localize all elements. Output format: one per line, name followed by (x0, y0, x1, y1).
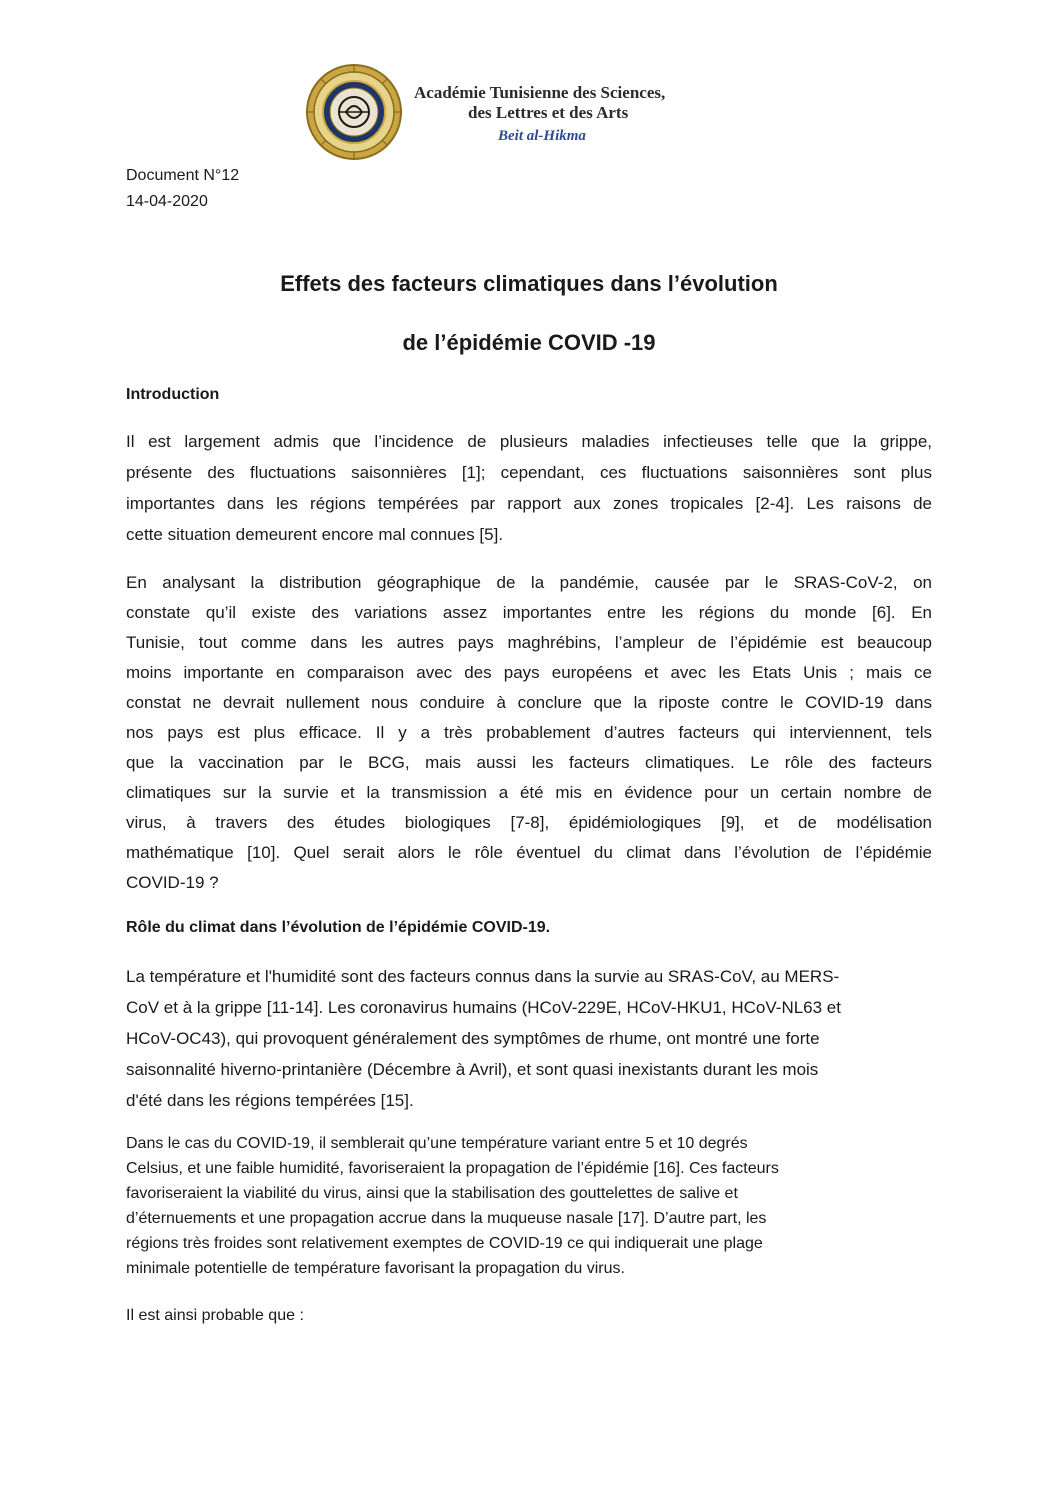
paragraph-line: COVID-19 ? (126, 873, 219, 892)
academy-subtitle: Beit al-Hikma (498, 128, 586, 144)
paragraph-line: virus, à travers des études biologiques [7-8], épidémiologiques [9], et de modélisation (126, 813, 932, 832)
paragraph-intro-1 (126, 426, 932, 550)
paragraph-line: cette situation demeurent encore mal connues [5]. (126, 525, 504, 544)
paragraph-line: Tunisie, tout comme dans les autres pays maghrébins, l’ampleur de l’épidémie est beaucoup (126, 633, 932, 652)
paragraph-intro-2 (126, 568, 932, 898)
paragraph-role-1 (126, 961, 932, 1116)
paragraph-line: climatiques sur la survie et la transmission a été mis en évidence pour un certain nombre de (126, 783, 932, 802)
document-title-line2: de l’épidémie COVID -19 (402, 330, 656, 355)
paragraph-role-3 (126, 1307, 932, 1325)
section-heading-introduction: Introduction (126, 386, 220, 403)
paragraph-line: régions très froides sont relativement exemptes de COVID-19 ce qui indiquerait une plage (126, 1235, 763, 1252)
paragraph-line: Celsius, et une faible humidité, favoriseraient la propagation de l’épidémie [16]. Ces facteurs (126, 1160, 779, 1177)
paragraph-line: Dans le cas du COVID-19, il semblerait qu’une température variant entre 5 et 10 degrés (126, 1135, 748, 1152)
paragraph-line: CoV et à la grippe [11-14]. Les coronavirus humains (HCoV-229E, HCoV-HKU1, HCoV-NL63 et (126, 998, 841, 1017)
paragraph-role-2 (126, 1131, 932, 1281)
document-title-line1: Effets des facteurs climatiques dans l’évolution (280, 271, 778, 296)
academy-seal-logo (304, 62, 404, 162)
section-heading-role-climat: Rôle du climat dans l’évolution de l’épidémie COVID-19. (126, 919, 551, 936)
paragraph-line: d'été dans les régions tempérées [15]. (126, 1091, 414, 1110)
document-number: Document N°12 (126, 167, 240, 184)
paragraph-line: importantes dans les régions tempérées par rapport aux zones tropicales [2-4]. Les raisons de (126, 494, 932, 513)
paragraph-line: présente des fluctuations saisonnières [1]; cependant, ces fluctuations saisonnières sont plus (126, 463, 932, 482)
paragraph-line: minimale potentielle de température favorisant la propagation du virus. (126, 1260, 625, 1277)
paragraph-line: constate qu’il existe des variations assez importantes entre les régions du monde [6]. En (126, 603, 932, 622)
paragraph-line: Il est ainsi probable que : (126, 1307, 304, 1324)
paragraph-line: mathématique [10]. Quel serait alors le rôle éventuel du climat dans l’évolution de l’épidémie (126, 843, 932, 862)
academy-name-line1: Académie Tunisienne des Sciences, (414, 83, 666, 102)
academy-name-line2: des Lettres et des Arts (468, 103, 629, 122)
paragraph-line: nos pays est plus efficace. Il y a très probablement d’autres facteurs qui interviennent, tels (126, 723, 932, 742)
paragraph-line: que la vaccination par le BCG, mais aussi les facteurs climatiques. Le rôle des facteurs (126, 753, 932, 772)
document-meta (126, 163, 239, 215)
paragraph-line: HCoV-OC43), qui provoquent généralement des symptômes de rhume, ont montré une forte (126, 1029, 820, 1048)
paragraph-line: saisonnalité hiverno-printanière (Décembre à Avril), et sont quasi inexistants durant les mois (126, 1060, 819, 1079)
paragraph-line: Il est largement admis que l’incidence de plusieurs maladies infectieuses telle que la grippe, (126, 432, 932, 451)
paragraph-line: La température et l'humidité sont des facteurs connus dans la survie au SRAS-CoV, au MERS- (126, 967, 840, 986)
academy-header (300, 62, 720, 162)
paragraph-line: d’éternuements et une propagation accrue dans la muqueuse nasale [17]. D’autre part, les (126, 1210, 767, 1227)
paragraph-line: En analysant la distribution géographique de la pandémie, causée par le SRAS-CoV-2, on (126, 573, 932, 592)
paragraph-line: moins importante en comparaison avec des pays européens et avec les Etats Unis ; mais ce (126, 663, 932, 682)
paragraph-line: constat ne devrait nullement nous conduire à conclure que la riposte contre le COVID-19 dans (126, 693, 932, 712)
paragraph-line: favoriseraient la viabilité du virus, ainsi que la stabilisation des gouttelettes de salive et (126, 1185, 738, 1202)
document-date: 14-04-2020 (126, 193, 208, 210)
